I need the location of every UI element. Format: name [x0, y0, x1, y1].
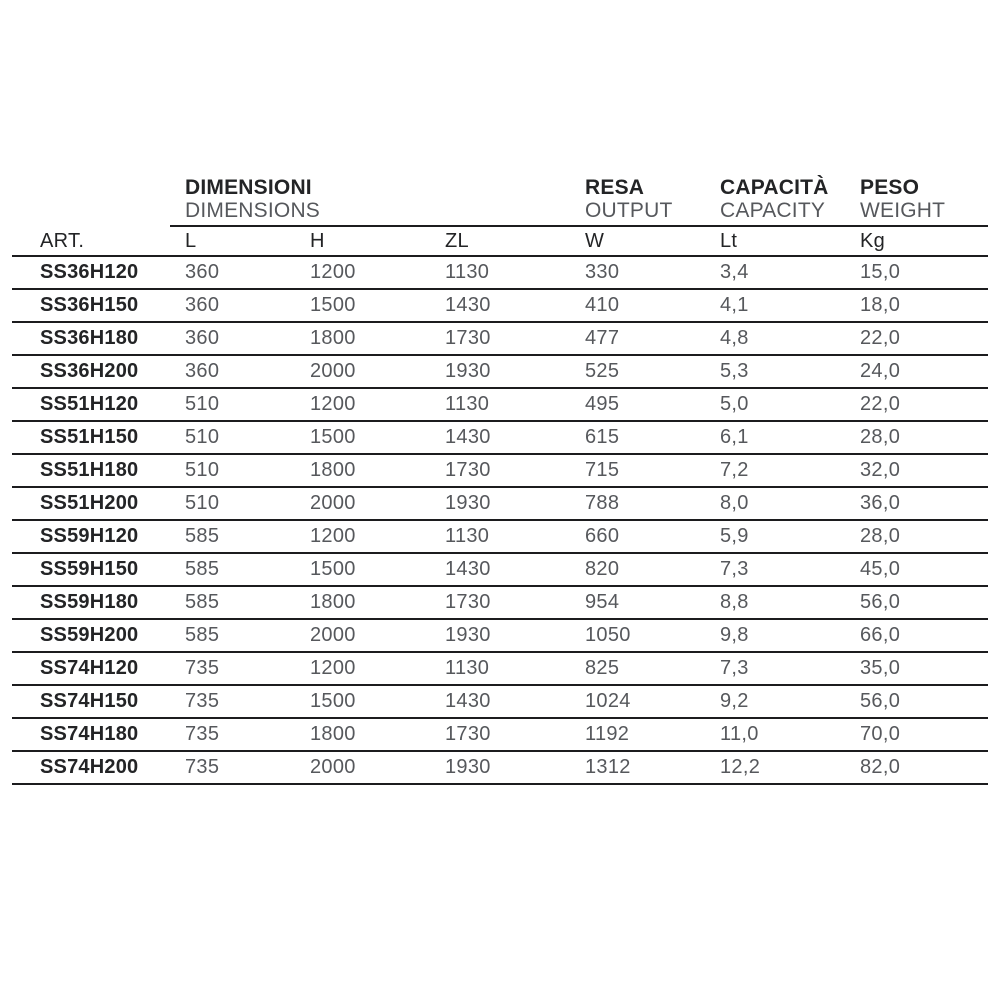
cell-lt: 12,2 — [720, 756, 761, 778]
table-row — [12, 323, 988, 356]
cell-kg: 28,0 — [860, 525, 901, 547]
cell-h: 1200 — [310, 261, 356, 283]
cell-art: SS59H150 — [40, 558, 139, 580]
cell-h: 1500 — [310, 558, 356, 580]
cell-zl: 1430 — [445, 426, 491, 448]
cell-h: 1800 — [310, 723, 356, 745]
cell-h: 1200 — [310, 657, 356, 679]
cell-h: 2000 — [310, 492, 356, 514]
table-row — [12, 752, 988, 785]
cell-kg: 35,0 — [860, 657, 901, 679]
cell-h: 1200 — [310, 525, 356, 547]
cell-h: 1200 — [310, 393, 356, 415]
cell-lt: 9,8 — [720, 624, 749, 646]
cell-h: 2000 — [310, 624, 356, 646]
cell-art: SS51H180 — [40, 459, 139, 481]
cell-l: 585 — [185, 591, 220, 613]
cell-art: SS36H200 — [40, 360, 139, 382]
cell-kg: 15,0 — [860, 261, 901, 283]
table-row — [12, 257, 988, 290]
group-header-output-en: OUTPUT — [585, 199, 673, 222]
cell-l: 735 — [185, 756, 220, 778]
cell-lt: 8,0 — [720, 492, 749, 514]
cell-kg: 24,0 — [860, 360, 901, 382]
cell-art: SS51H200 — [40, 492, 139, 514]
cell-kg: 36,0 — [860, 492, 901, 514]
cell-lt: 8,8 — [720, 591, 749, 613]
table-row — [12, 290, 988, 323]
cell-zl: 1730 — [445, 327, 491, 349]
cell-l: 585 — [185, 558, 220, 580]
cell-l: 585 — [185, 624, 220, 646]
table-row — [12, 356, 988, 389]
column-header-lt: Lt — [720, 229, 738, 252]
cell-zl: 1430 — [445, 558, 491, 580]
cell-art: SS74H150 — [40, 690, 139, 712]
cell-art: SS36H120 — [40, 261, 139, 283]
cell-l: 510 — [185, 459, 220, 481]
cell-h: 2000 — [310, 756, 356, 778]
column-header-row — [12, 227, 988, 257]
group-header-row — [12, 176, 988, 225]
cell-h: 2000 — [310, 360, 356, 382]
cell-w: 615 — [585, 426, 620, 448]
cell-l: 735 — [185, 690, 220, 712]
column-header-h: H — [310, 229, 325, 252]
cell-w: 1050 — [585, 624, 631, 646]
table-row — [12, 620, 988, 653]
table-row — [12, 554, 988, 587]
cell-lt: 7,2 — [720, 459, 749, 481]
table-row — [12, 389, 988, 422]
cell-l: 510 — [185, 492, 220, 514]
cell-lt: 7,3 — [720, 657, 749, 679]
cell-kg: 32,0 — [860, 459, 901, 481]
table-body — [12, 257, 988, 785]
cell-art: SS36H150 — [40, 294, 139, 316]
column-header-zl: ZL — [445, 229, 469, 252]
cell-kg: 56,0 — [860, 690, 901, 712]
cell-w: 1024 — [585, 690, 631, 712]
cell-l: 585 — [185, 525, 220, 547]
cell-l: 360 — [185, 327, 220, 349]
cell-kg: 56,0 — [860, 591, 901, 613]
cell-w: 954 — [585, 591, 620, 613]
cell-zl: 1730 — [445, 723, 491, 745]
cell-w: 820 — [585, 558, 620, 580]
cell-w: 1312 — [585, 756, 631, 778]
cell-lt: 7,3 — [720, 558, 749, 580]
cell-lt: 5,3 — [720, 360, 749, 382]
cell-kg: 45,0 — [860, 558, 901, 580]
cell-w: 788 — [585, 492, 620, 514]
cell-h: 1500 — [310, 426, 356, 448]
table-row — [12, 455, 988, 488]
cell-kg: 22,0 — [860, 327, 901, 349]
column-header-kg: Kg — [860, 229, 886, 252]
column-header-w: W — [585, 229, 605, 252]
cell-lt: 5,0 — [720, 393, 749, 415]
cell-l: 360 — [185, 261, 220, 283]
cell-art: SS59H120 — [40, 525, 139, 547]
cell-l: 735 — [185, 657, 220, 679]
cell-lt: 3,4 — [720, 261, 749, 283]
cell-kg: 82,0 — [860, 756, 901, 778]
cell-zl: 1130 — [445, 525, 490, 547]
cell-w: 660 — [585, 525, 620, 547]
product-spec-table — [12, 176, 988, 785]
cell-lt: 9,2 — [720, 690, 749, 712]
cell-h: 1500 — [310, 690, 356, 712]
cell-kg: 70,0 — [860, 723, 901, 745]
cell-h: 1500 — [310, 294, 356, 316]
cell-w: 525 — [585, 360, 620, 382]
cell-art: SS36H180 — [40, 327, 139, 349]
table-row — [12, 686, 988, 719]
group-header-capacity-it: CAPACITÀ — [720, 176, 829, 199]
cell-h: 1800 — [310, 327, 356, 349]
cell-w: 715 — [585, 459, 620, 481]
group-header-weight-en: WEIGHT — [860, 199, 946, 222]
group-header-dimensions-en: DIMENSIONS — [185, 199, 321, 222]
cell-zl: 1430 — [445, 294, 491, 316]
column-header-art: ART. — [40, 229, 85, 252]
cell-kg: 66,0 — [860, 624, 901, 646]
cell-zl: 1930 — [445, 624, 491, 646]
group-header-capacity — [720, 176, 860, 225]
cell-lt: 6,1 — [720, 426, 749, 448]
cell-lt: 4,1 — [720, 294, 749, 316]
cell-w: 410 — [585, 294, 620, 316]
cell-lt: 11,0 — [720, 723, 759, 745]
cell-lt: 4,8 — [720, 327, 749, 349]
cell-w: 825 — [585, 657, 620, 679]
cell-h: 1800 — [310, 459, 356, 481]
table-row — [12, 653, 988, 686]
cell-w: 495 — [585, 393, 620, 415]
table-row — [12, 587, 988, 620]
cell-zl: 1130 — [445, 261, 490, 283]
cell-zl: 1730 — [445, 459, 491, 481]
cell-zl: 1930 — [445, 492, 491, 514]
cell-zl: 1430 — [445, 690, 491, 712]
cell-w: 330 — [585, 261, 620, 283]
cell-w: 1192 — [585, 723, 630, 745]
cell-zl: 1730 — [445, 591, 491, 613]
cell-art: SS59H200 — [40, 624, 139, 646]
cell-art: SS51H150 — [40, 426, 139, 448]
group-header-weight-it: PESO — [860, 176, 920, 199]
cell-kg: 18,0 — [860, 294, 901, 316]
column-header-l: L — [185, 229, 197, 252]
cell-kg: 28,0 — [860, 426, 901, 448]
cell-art: SS74H180 — [40, 723, 139, 745]
cell-kg: 22,0 — [860, 393, 901, 415]
cell-l: 510 — [185, 426, 220, 448]
cell-zl: 1930 — [445, 756, 491, 778]
table-row — [12, 521, 988, 554]
cell-zl: 1130 — [445, 393, 490, 415]
cell-l: 735 — [185, 723, 220, 745]
table-row — [12, 422, 988, 455]
table-row — [12, 488, 988, 521]
cell-l: 510 — [185, 393, 220, 415]
group-header-dimensions-it: DIMENSIONI — [185, 176, 312, 199]
cell-art: SS51H120 — [40, 393, 139, 415]
group-header-output — [585, 176, 720, 225]
cell-h: 1800 — [310, 591, 356, 613]
cell-art: SS74H120 — [40, 657, 139, 679]
cell-l: 360 — [185, 294, 220, 316]
cell-art: SS74H200 — [40, 756, 139, 778]
cell-zl: 1930 — [445, 360, 491, 382]
cell-art: SS59H180 — [40, 591, 139, 613]
cell-zl: 1130 — [445, 657, 490, 679]
cell-lt: 5,9 — [720, 525, 749, 547]
group-header-capacity-en: CAPACITY — [720, 199, 826, 222]
cell-w: 477 — [585, 327, 620, 349]
group-header-dimensions — [185, 176, 585, 225]
cell-l: 360 — [185, 360, 220, 382]
table-row — [12, 719, 988, 752]
group-header-output-it: RESA — [585, 176, 645, 199]
group-header-weight — [860, 176, 988, 225]
